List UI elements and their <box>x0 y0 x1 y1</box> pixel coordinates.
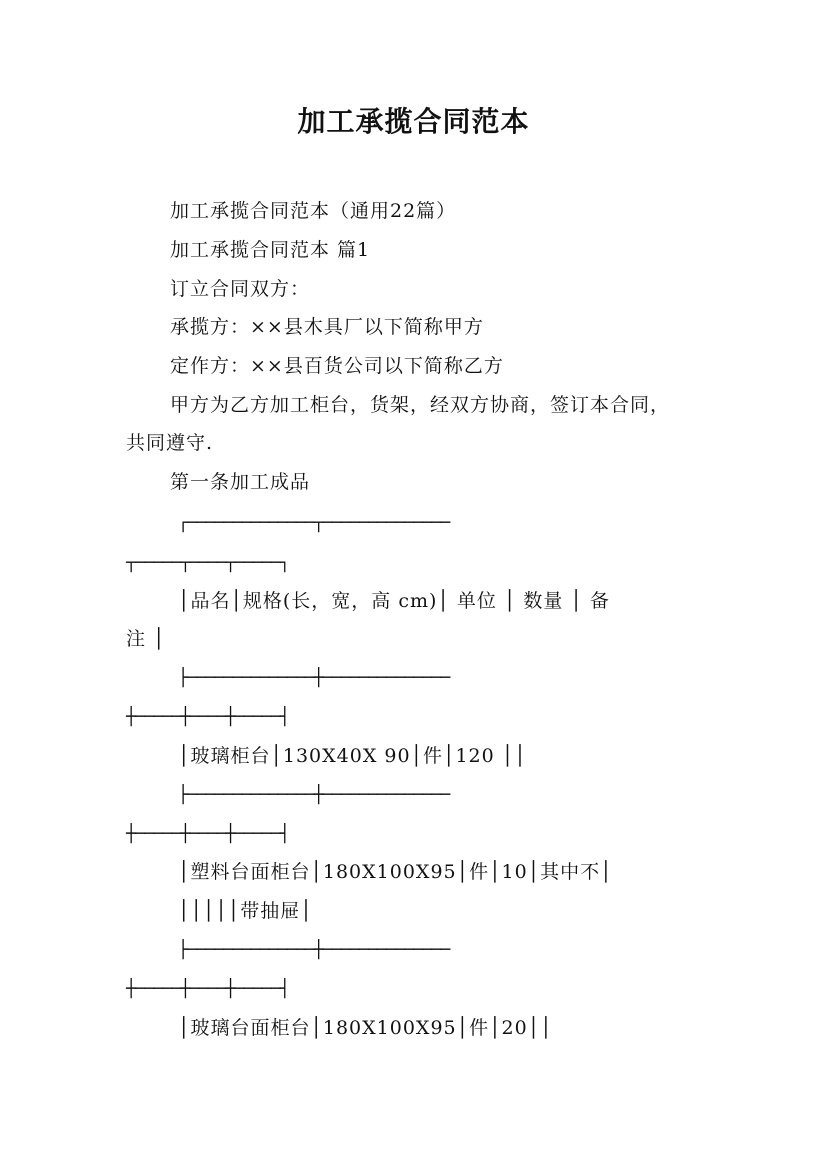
table-row: │塑料台面柜台│180X100X95│件│10│其中不│ <box>178 861 613 883</box>
section-heading: 加工承揽合同范本 篇1 <box>170 239 371 261</box>
table-header-row: │品名│规格(长，宽，高 cm)│ 单位 │ 数量 │ 备 <box>178 590 610 612</box>
agreement-paragraph-cont: 共同遵守. <box>126 432 214 454</box>
table-divider-wrap: ┼─────┼────┼─────┤ <box>126 707 289 727</box>
client-line: 定作方：××县百货公司以下简称乙方 <box>170 355 504 377</box>
table-divider: ├──────────────┼────────────── <box>178 940 450 960</box>
article-one-heading: 第一条加工成品 <box>170 471 311 493</box>
document-title: 加工承揽合同范本 <box>297 105 530 138</box>
table-row: │玻璃台面柜台│180X100X95│件│20││ <box>178 1017 553 1039</box>
table-divider-wrap: ┼─────┼────┼─────┤ <box>126 979 289 999</box>
table-header-row-wrap: 注 │ <box>126 628 166 650</box>
contractor-line: 承揽方：××县木具厂以下简称甲方 <box>170 316 484 338</box>
table-row: │玻璃柜台│130X40X 90│件│120 ││ <box>178 745 527 767</box>
subtitle-line: 加工承揽合同范本（通用22篇） <box>170 200 457 222</box>
table-divider-wrap: ┼─────┼────┼─────┤ <box>126 824 289 844</box>
table-divider: ├──────────────┼────────────── <box>178 785 450 805</box>
table-top-border-wrap: ┬─────┬────┬─────┐ <box>126 553 289 573</box>
table-row-wrap: │││││带抽屉│ <box>178 900 313 922</box>
table-top-border: ┌──────────────┬────────────── <box>178 513 450 533</box>
parties-label: 订立合同双方： <box>170 278 311 300</box>
table-divider: ├──────────────┼────────────── <box>178 668 450 688</box>
agreement-paragraph: 甲方为乙方加工柜台，货架，经双方协商，签订本合同， <box>170 394 671 416</box>
